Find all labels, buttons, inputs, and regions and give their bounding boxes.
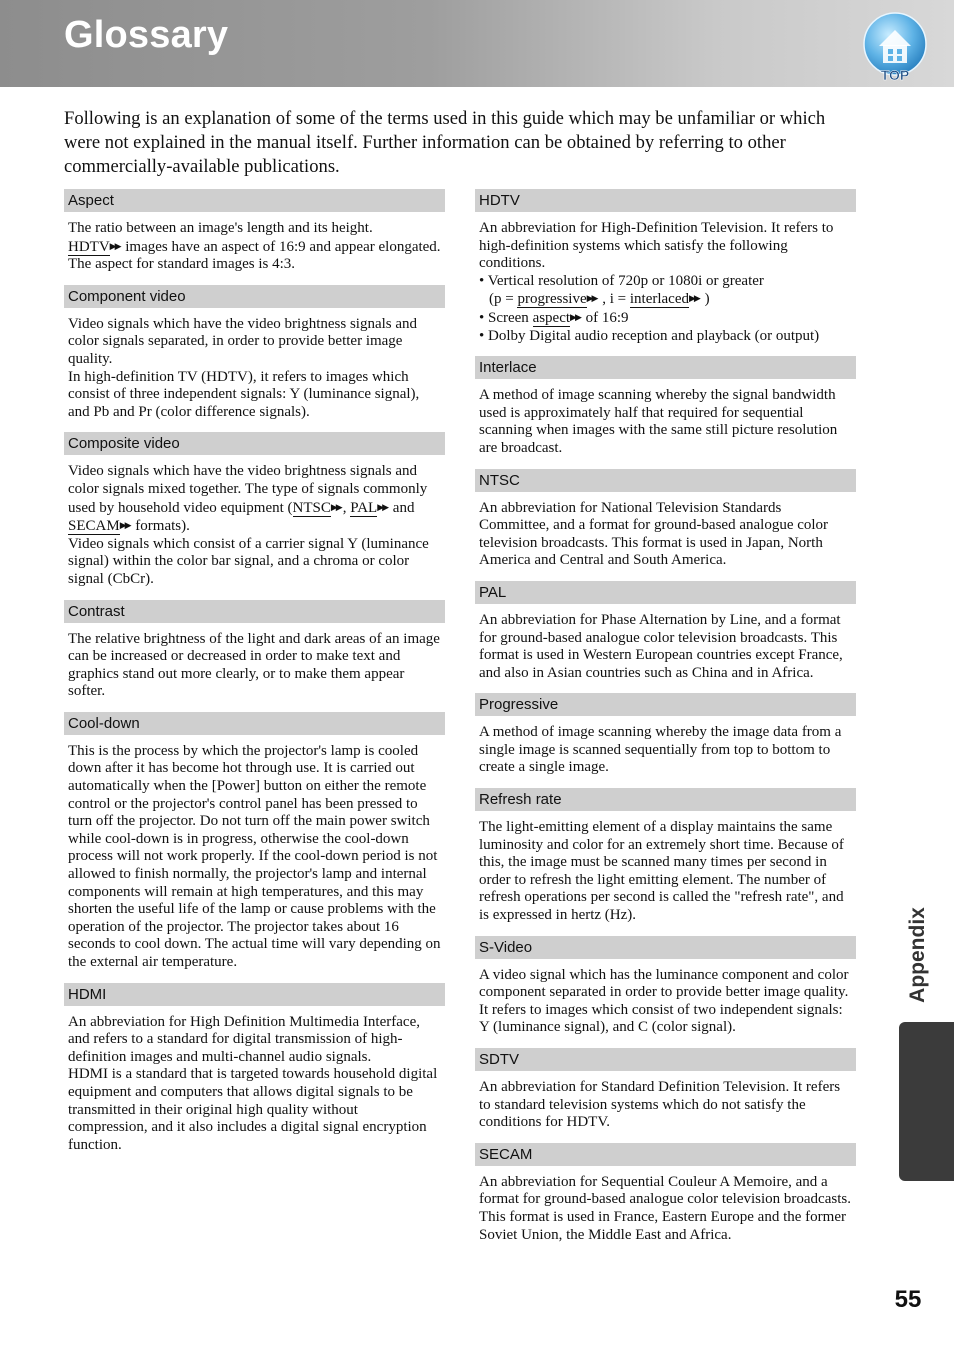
- entry-body: A method of image scanning whereby the image data from a single image is scanned sequentially from top to bottom to create a single image.: [479, 724, 842, 776]
- appendix-side-label: Appendix: [906, 907, 929, 1003]
- page-header: [0, 0, 954, 87]
- link-progressive[interactable]: progressive: [517, 291, 587, 308]
- top-label: TOP: [880, 67, 910, 83]
- right-column: [475, 189, 856, 1255]
- entry-heading: Cool-down: [64, 712, 445, 735]
- double-triangle-right-icon: ▶▶: [119, 520, 130, 531]
- entry-s-video: [475, 936, 856, 1037]
- entry-heading: Composite video: [64, 432, 445, 455]
- entry-heading: SECAM: [475, 1143, 856, 1166]
- double-triangle-right-icon: ▶▶: [570, 311, 580, 322]
- entry-body: An abbreviation for Standard Definition Television. It refers to standard television systems which do not satisfy the conditions for HDTV.: [479, 1079, 841, 1131]
- entry-heading: Contrast: [64, 600, 445, 623]
- double-triangle-right-icon: ▶▶: [689, 293, 699, 304]
- link-hdtv[interactable]: HDTV: [68, 238, 110, 255]
- page-number: 55: [894, 1286, 922, 1313]
- entry-body: An abbreviation for Phase Alternation by Line, and a format for ground-based analogue color television broadcasts. This format is used in Western European countries except France, and also in Asian countries such as China and in Africa.: [479, 611, 843, 681]
- entry-composite-video: [64, 432, 445, 588]
- entry-body: This is the process by which the projector's lamp is cooled down after it has become hot through use. It is carried out automatically when the [Power] button on either the remote control or the projector's control panel has been pressed to turn off the projector. Do not turn off the main power switch while cool-down is in progress, otherwise the cool-down process will not work properly. If the cool-down period is not allowed to finish normally, the projector's lamp and internal components will remain at high temperatures, and this may shorten the useful life of the lamp or cause problems with the operation of the projector. The projector takes about 16 seconds to cool down. The actual time will vary depending on the external air temperature.: [68, 742, 441, 970]
- entry-body: An abbreviation for High-Definition Television. It refers to high-definition systems which satisfy the following conditions. • Vertical resolution of 720p or 1080i or greater (p = progressive▶▶ , i = interlaced▶▶ ) • Screen aspect▶▶ of 16:9 • Dolby Digital audio reception and playback (or output): [479, 220, 834, 344]
- entry-body: A video signal which has the luminance component and color component separated in order to provide better image quality. It refers to images which consist of two independent signals: Y (luminance signal), and C (color signal).: [479, 966, 849, 1036]
- left-column: [64, 189, 445, 1165]
- entry-body: A method of image scanning whereby the signal bandwidth used is approximately half that required for sequential scanning when images with the same still picture resolution are broadcast.: [479, 387, 838, 456]
- house-icon: [861, 12, 929, 84]
- link-pal[interactable]: PAL: [350, 499, 378, 516]
- entry-ntsc: [475, 469, 856, 570]
- page-title: Glossary: [64, 14, 229, 56]
- entry-refresh-rate: [475, 788, 856, 925]
- entry-pal: [475, 581, 856, 682]
- entry-heading: Component video: [64, 285, 445, 308]
- entry-interlace: [475, 356, 856, 457]
- double-triangle-right-icon: ▶▶: [109, 240, 120, 251]
- link-aspect[interactable]: aspect: [532, 309, 571, 326]
- link-interlaced[interactable]: interlaced: [629, 291, 689, 308]
- top-button[interactable]: [861, 12, 929, 84]
- entry-body: An abbreviation for Sequential Couleur A Memoire, and a format for ground-based analogue color television broadcasts. This format is used in France, Eastern Europe and the former Soviet Union, the Middle East and Africa.: [479, 1173, 851, 1243]
- double-triangle-right-icon: ▶▶: [330, 501, 341, 512]
- entry-body: An abbreviation for High Definition Multimedia Interface, and refers to a standard for digital transmission of high-definition images and multi-channel audio signals. HDMI is a standard that is targeted towards household digital equipment and computers that allows digital signals to be transmitted in their original high quality without compression, and it also includes a digital signal encryption function.: [68, 1013, 438, 1153]
- entry-sdtv: [475, 1048, 856, 1132]
- entry-hdmi: [64, 983, 445, 1155]
- entry-body: The ratio between an image's length and its height. HDTV▶▶ images have an aspect of 16:9 and appear elongated. The aspect for standard images is 4:3.: [68, 220, 441, 273]
- entry-heading: PAL: [475, 581, 856, 604]
- entry-body: The relative brightness of the light and dark areas of an image can be increased or decreased in order to make text and graphics stand out more clearly, or to make them appear softer.: [68, 630, 440, 700]
- entry-cool-down: [64, 712, 445, 972]
- entry-progressive: [475, 693, 856, 777]
- entry-heading: Progressive: [475, 693, 856, 716]
- entry-contrast: [64, 600, 445, 701]
- entry-body: Video signals which have the video brightness signals and color signals separated, in order to provide better image quality. In high-definition TV (HDTV), it refers to images which consist of three independent signals: Y (luminance signal), and Pb and Pr (color difference signals).: [68, 315, 420, 420]
- link-secam[interactable]: SECAM: [68, 518, 120, 535]
- link-ntsc[interactable]: NTSC: [292, 499, 331, 516]
- entry-aspect: [64, 189, 445, 274]
- entry-heading: HDTV: [475, 189, 856, 212]
- entry-body: The light-emitting element of a display maintains the same luminosity and color for an extremely short time. Because of this, the image must be scanned many times per second in order to refresh the light emitting element. The number of refresh operations per second is called the "refresh rate", and is expressed in hertz (Hz).: [479, 819, 844, 924]
- entry-heading: Interlace: [475, 356, 856, 379]
- entry-heading: SDTV: [475, 1048, 856, 1071]
- entry-body: An abbreviation for National Television Standards Committee, and a format for ground-based analogue color television broadcasts. This format is used in Japan, North America and Central and South America.: [479, 499, 829, 569]
- entry-component-video: [64, 285, 445, 422]
- entry-hdtv: [475, 189, 856, 345]
- entry-heading: HDMI: [64, 983, 445, 1006]
- entry-heading: S-Video: [475, 936, 856, 959]
- double-triangle-right-icon: ▶▶: [586, 293, 597, 304]
- entry-secam: [475, 1143, 856, 1244]
- entry-heading: Aspect: [64, 189, 445, 212]
- entry-heading: NTSC: [475, 469, 856, 492]
- entry-body: Video signals which have the video brightness signals and color signals mixed together. The type of signals commonly used by household video equipment (NTSC▶▶ , PAL▶▶ and SECAM▶▶ formats). Video signals which consist of a carrier signal Y (luminance signal) within the color bar signal, and a chroma or color signal (CbCr).: [68, 463, 429, 587]
- intro-paragraph: Following is an explanation of some of the terms used in this guide which may be unfamiliar or which were not explained in the manual itself. Further information can be obtained by referring to other commercially-available publications.: [64, 108, 826, 177]
- appendix-side-tab[interactable]: [899, 1022, 954, 1181]
- double-triangle-right-icon: ▶▶: [377, 501, 388, 512]
- entry-heading: Refresh rate: [475, 788, 856, 811]
